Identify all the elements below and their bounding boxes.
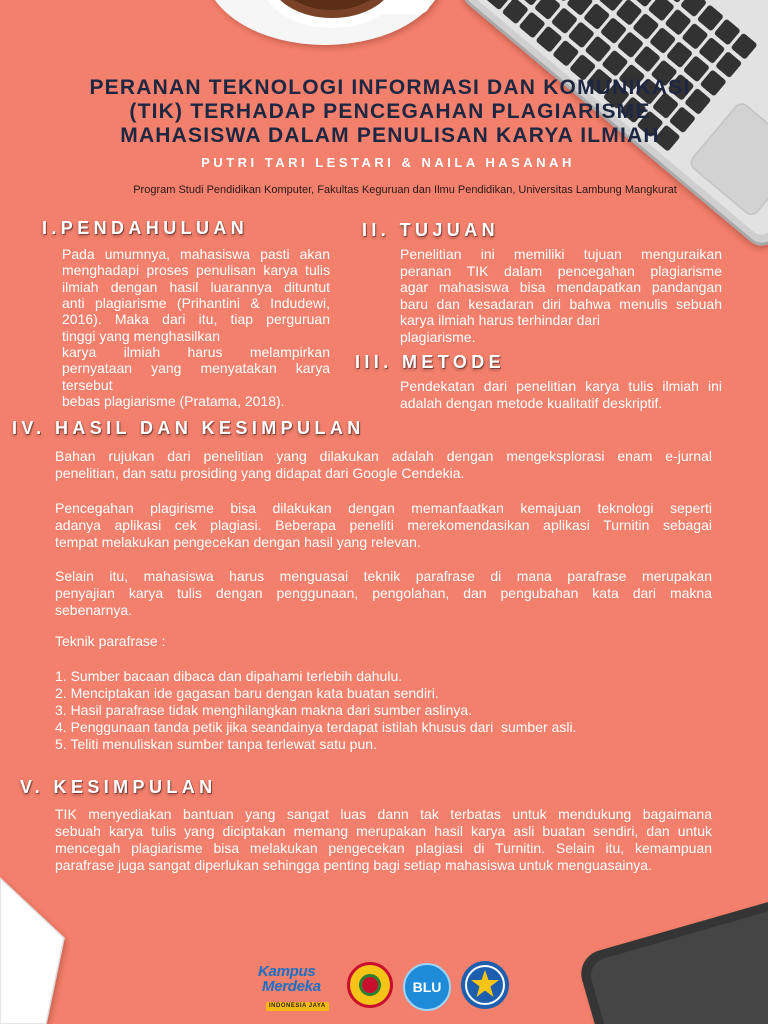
list-item: 3. Hasil parafrase tidak menghilangkan makna dari sumber aslinya. (55, 702, 473, 718)
title-line: MAHASISWA DALAM PENULISAN KARYA ILMIAH (120, 124, 660, 147)
list-item: 4. Penggunaan tanda petik jika seandainya terdapat istilah khusus dari sumber asli. (55, 719, 577, 735)
kampus-merdeka-logo (258, 964, 338, 1012)
hasil-line: Selain itu, mahasiswa harus menguasai teknik parafrase di mana parafrase merupakan (55, 568, 712, 584)
metode-line: Pendekatan dari penelitian karya tulis ilmiah ini (400, 378, 722, 394)
pendahuluan-body (62, 246, 330, 409)
hasil-line: penelitian, dan satu prosiding yang didapat dari Google Cendekia. (55, 465, 465, 481)
metode-body (400, 378, 722, 411)
pendahuluan-line: anti plagiarisme (Prihantini & Indudewi, (62, 294, 330, 311)
hasil-line: Pencegahan plagirisme bisa dilakukan dengan memanfaatkan kemajuan teknologi seperti (55, 500, 712, 516)
section-heading-kesimpulan: V. KESIMPULAN (20, 777, 217, 797)
blu-logo (403, 963, 451, 1011)
section-heading-tujuan: II. TUJUAN (362, 220, 500, 240)
metode-line: adalah dengan metode kualitatif deskriptif. (400, 394, 663, 411)
list-item: 2. Menciptakan ide gagasan baru dengan kata buatan sendiri. (55, 685, 439, 701)
authors: PUTRI TARI LESTARI & NAILA HASANAH (201, 155, 575, 170)
hasil-line: sebenarnya. (55, 602, 133, 618)
pendahuluan-line: bebas plagiarisme (Pratama, 2018). (62, 392, 285, 409)
tut-wuri-handayani-logo (460, 960, 510, 1010)
kesimpulan-line: TIK menyediakan bantuan yang sangat luas dann tak terbatas untuk mendukung bagaimana (55, 806, 712, 822)
tujuan-line: peranan TIK dalam pencegahan plagiarisme (400, 262, 722, 279)
paper-sheet-icon (0, 878, 64, 1024)
hasil-paragraph (55, 500, 712, 551)
tujuan-line: Penelitian ini memiliki tujuan menguraikan (400, 246, 722, 262)
hasil-line: penyajian karya tulis dengan penggunaan, pengolahan, dan pengubahan kata dari makna (55, 585, 712, 601)
hasil-line: Bahan rujukan dari penelitian yang dilakukan adalah dengan mengeksplorasi enam e-jurnal (55, 448, 712, 464)
title-line: PERANAN TEKNOLOGI INFORMASI DAN KOMUNIKASI (89, 76, 691, 99)
pendahuluan-line: tersebut (62, 376, 113, 393)
hasil-body (55, 448, 712, 753)
section-heading-metode: III. METODE (355, 352, 506, 372)
kesimpulan-body (55, 806, 712, 874)
poster-title (12, 76, 768, 148)
pendahuluan-line: pernyataan yang menyatakan karya (62, 360, 330, 377)
title-line: (TIK) TERHADAP PENCEGAHAN PLAGIARISME (129, 100, 651, 123)
tujuan-body (400, 246, 722, 346)
pendahuluan-line: Pada umumnya, mahasiswa pasti akan (62, 246, 330, 262)
section-heading-pendahuluan: I.PENDAHULUAN (42, 218, 249, 238)
kesimpulan-line: parafrase juga sangat diperlukan sehingga penting bagi setiap mahasiswa untuk menguasainya. (55, 857, 652, 873)
kampus-merdeka-word: Merdeka (262, 978, 321, 995)
kesimpulan-line: mencegah plagiarisme bisa melakukan pengecekan plagiasi di Turnitin. Selain itu, kemampuan (55, 840, 712, 856)
pendahuluan-line: ilmiah dengan hasil luarannya dituntut (62, 278, 330, 295)
pendahuluan-line: tinggi yang menghasilkan (62, 327, 220, 344)
parafrase-list (55, 668, 712, 753)
tujuan-line: baru dan kesadaran diri bahwa menulis sebuah (400, 295, 722, 312)
kesimpulan-line: sebuah karya tulis yang diciptakan memang merupakan hasil karya asli buatan sendiri, dan untuk (55, 823, 712, 839)
list-item: 1. Sumber bacaan dibaca dan dipahami terlebih dahulu. (55, 668, 403, 684)
pendahuluan-line: 2016). Maka dari itu, tiap perguruan (62, 311, 330, 328)
list-item: 5. Teliti menuliskan sumber tanpa terlewat satu pun. (55, 736, 377, 752)
hasil-line: tempat melakukan pengecekan dengan hasil yang relevan. (55, 534, 421, 550)
tujuan-line: agar mahasiswa bisa mendapatkan pandangan (400, 279, 722, 296)
university-seal-logo (347, 962, 393, 1008)
coffee-cup-icon (205, 0, 445, 45)
hasil-line: adanya aplikasi cek plagiasi. Beberapa peneliti merekomendasikan aplikasi Turnitin sebagai (55, 517, 712, 533)
seal-emblem-icon (359, 974, 381, 996)
hasil-paragraph (55, 568, 712, 619)
tujuan-line: karya ilmiah harus terhindar dari (400, 312, 600, 329)
blu-logo-text: BLU (412, 979, 442, 995)
affiliation: Program Studi Pendidikan Komputer, Fakultas Keguruan dan Ilmu Pendidikan, Universitas Lambung Mangkurat (133, 184, 677, 196)
pendahuluan-line: karya ilmiah harus melampirkan (62, 343, 330, 360)
kampus-merdeka-tagline: INDONESIA JAYA (266, 1002, 329, 1011)
kampus-merdeka-word: Kampus (258, 963, 316, 980)
section-heading-hasil: IV. HASIL DAN KESIMPULAN (12, 418, 365, 438)
phone-icon (576, 894, 768, 1024)
tujuan-line: plagiarisme. (400, 328, 476, 345)
hasil-paragraph (55, 448, 712, 482)
list-title: Teknik parafrase : (55, 633, 166, 649)
pendahuluan-line: menghadapi proses penulisan karya tulis (62, 262, 330, 279)
